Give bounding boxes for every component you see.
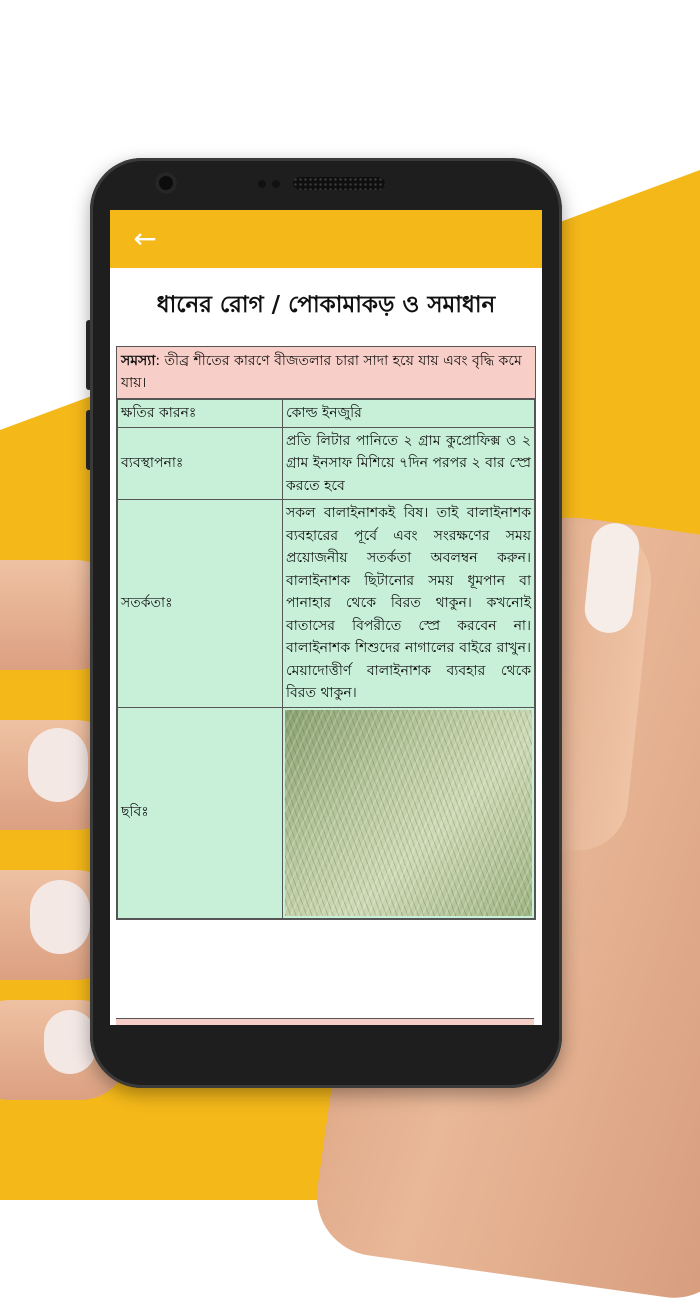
row-label: ক্ষতির কারনঃ bbox=[118, 400, 283, 428]
row-label: ছবিঃ bbox=[118, 707, 283, 918]
table-row bbox=[118, 427, 535, 500]
sensor-dot bbox=[258, 180, 266, 188]
earpiece-speaker bbox=[293, 177, 385, 190]
seedling-photo[interactable] bbox=[285, 710, 532, 916]
row-value: সকল বালাইনাশকই বিষ। তাই বালাইনাশক ব্যবহারের পূর্বে এবং সংরক্ষণের সময় প্রয়োজনীয় সতর্কতা অবলম্বন করুন। বালাইনাশক ছিটানোর সময় ধূমপান বা পানাহার থেকে বিরত থাকুন। কখনোই বাতাসের বিপরীতে স্প্রে করবেন না।বালাইনাশক শিশুদের নাগালের বাইরে রাখুন। মেয়াদোত্তীর্ণ বালাইনাশক ব্যবহার থেকে বিরত থাকুন। bbox=[283, 500, 535, 708]
table-row bbox=[118, 707, 535, 918]
row-value: কোল্ড ইনজুরি bbox=[283, 400, 535, 428]
next-card-edge bbox=[116, 1018, 534, 1025]
problem-text bbox=[117, 347, 535, 399]
sensor-dot bbox=[272, 180, 280, 188]
row-label: ব্যবস্থাপনাঃ bbox=[118, 427, 283, 500]
fingernail bbox=[28, 728, 88, 802]
row-image-cell bbox=[283, 707, 535, 918]
table-row bbox=[118, 500, 535, 708]
info-table bbox=[117, 399, 535, 919]
row-value: প্রতি লিটার পানিতে ২ গ্রাম কুপ্রোফিক্স ও ২ গ্রাম ইনসাফ মিশিয়ে ৭দিন পরপর ২ বার স্প্রে করতে হবে bbox=[283, 427, 535, 500]
problem-label: সমস্যা bbox=[121, 353, 156, 369]
page-title: ধানের রোগ / পোকামাকড় ও সমাধান bbox=[156, 292, 496, 318]
fingernail bbox=[44, 1010, 96, 1074]
table-row bbox=[118, 400, 535, 428]
disease-card bbox=[116, 346, 536, 920]
problem-description: : তীব্র শীতের কারণে বীজতলার চারা সাদা হয়ে যায় এবং বৃদ্ধি কমে যায়। bbox=[121, 353, 522, 391]
back-arrow-icon[interactable]: ← bbox=[133, 222, 157, 255]
phone-screen bbox=[110, 210, 542, 1025]
row-label: সতর্কতাঃ bbox=[118, 500, 283, 708]
fingernail bbox=[30, 880, 90, 954]
front-camera-icon bbox=[155, 172, 177, 194]
app-bar bbox=[110, 210, 542, 268]
